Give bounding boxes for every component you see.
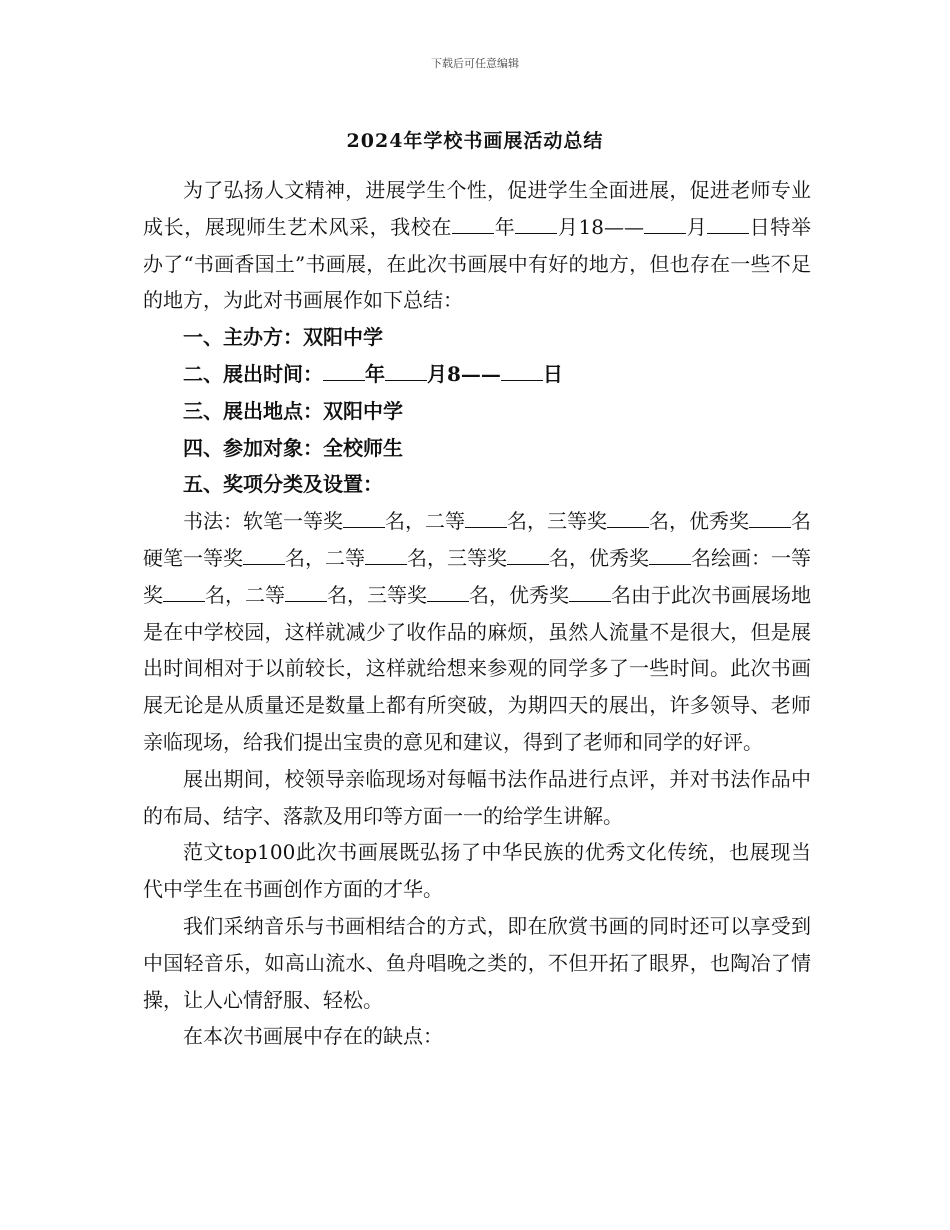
blank-fill-line: [365, 545, 407, 565]
blank-fill-line: [501, 361, 543, 381]
item-exhibition-location: 三、展出地点：双阳中学: [183, 398, 403, 423]
document-title: 2024年学校书画展活动总结: [346, 130, 604, 152]
paragraph-review: 展出期间，校领导亲临现场对每幅书法作品进行点评，并对书法作品中的布局、结字、落款及用印等方面一一的给学生讲解。: [143, 766, 811, 828]
document-body: [143, 172, 811, 1055]
blank-fill-line: [452, 214, 494, 234]
blank-fill-line: [569, 582, 611, 602]
blank-fill-line: [465, 508, 507, 528]
blank-fill-line: [285, 582, 327, 602]
paragraph-music: 我们采纳音乐与书画相结合的方式，即在欣赏书画的同时还可以享受到中国轻音乐，如高山流水、鱼舟唱晚之类的，不但开拓了眼界，也陶冶了情操，让人心情舒服、轻松。: [143, 913, 811, 1012]
paragraph-shortcomings: 在本次书画展中存在的缺点：: [183, 1024, 443, 1049]
item-participants: 四、参加对象：全校师生: [183, 435, 403, 460]
paragraph-awards: 书法：软笔一等奖 名，二等 名，三等奖 名，优秀奖 名硬笔一等奖 名，二等 名，三等奖 名，优秀奖 名绘画：一等奖 名，二等 名，三等奖 名，优秀奖 名由于此次书画展场地是在中学校园，这样就减少了收作品的麻烦，虽然人流量不是很大，但是展出时间相对于以前较长，这样就给想来参观的同学多了一些时间。此次书画展无论是从质量还是数量上都有所突破，为期四天的展出，许多领导、老师亲临现场，给我们提出宝贵的意见和建议，得到了老师和同学的好评。: [143, 509, 811, 754]
blank-fill-line: [707, 214, 749, 234]
paragraph-significance: 范文top100此次书画展既弘扬了中华民族的优秀文化传统，也展现当代中学生在书画创作方面的才华。: [143, 840, 811, 902]
blank-fill-line: [515, 214, 557, 234]
blank-fill-line: [749, 508, 791, 528]
item-exhibition-time: 二、展出时间： 年 月8—— 日: [183, 361, 563, 386]
blank-fill-line: [243, 545, 285, 565]
blank-fill-line: [607, 508, 649, 528]
blank-fill-line: [385, 361, 427, 381]
item-award-categories: 五、奖项分类及设置：: [183, 472, 383, 497]
header-note: 下载后可任意编辑: [431, 57, 519, 70]
blank-fill-line: [644, 214, 686, 234]
blank-fill-line: [323, 361, 365, 381]
blank-fill-line: [427, 582, 469, 602]
blank-fill-line: [343, 508, 385, 528]
blank-fill-line: [163, 582, 205, 602]
blank-fill-line: [649, 545, 691, 565]
blank-fill-line: [507, 545, 549, 565]
paragraph-intro: 为了弘扬人文精神，进展学生个性，促进学生全面进展，促进老师专业成长，展现师生艺术风采，我校在 年 月18—— 月 日特举办了“书画香国土”书画展，在此次书画展中有好的地方，但也存在一些不足的地方，为此对书画展作如下总结：: [143, 178, 812, 313]
item-organizer: 一、主办方：双阳中学: [183, 325, 383, 350]
